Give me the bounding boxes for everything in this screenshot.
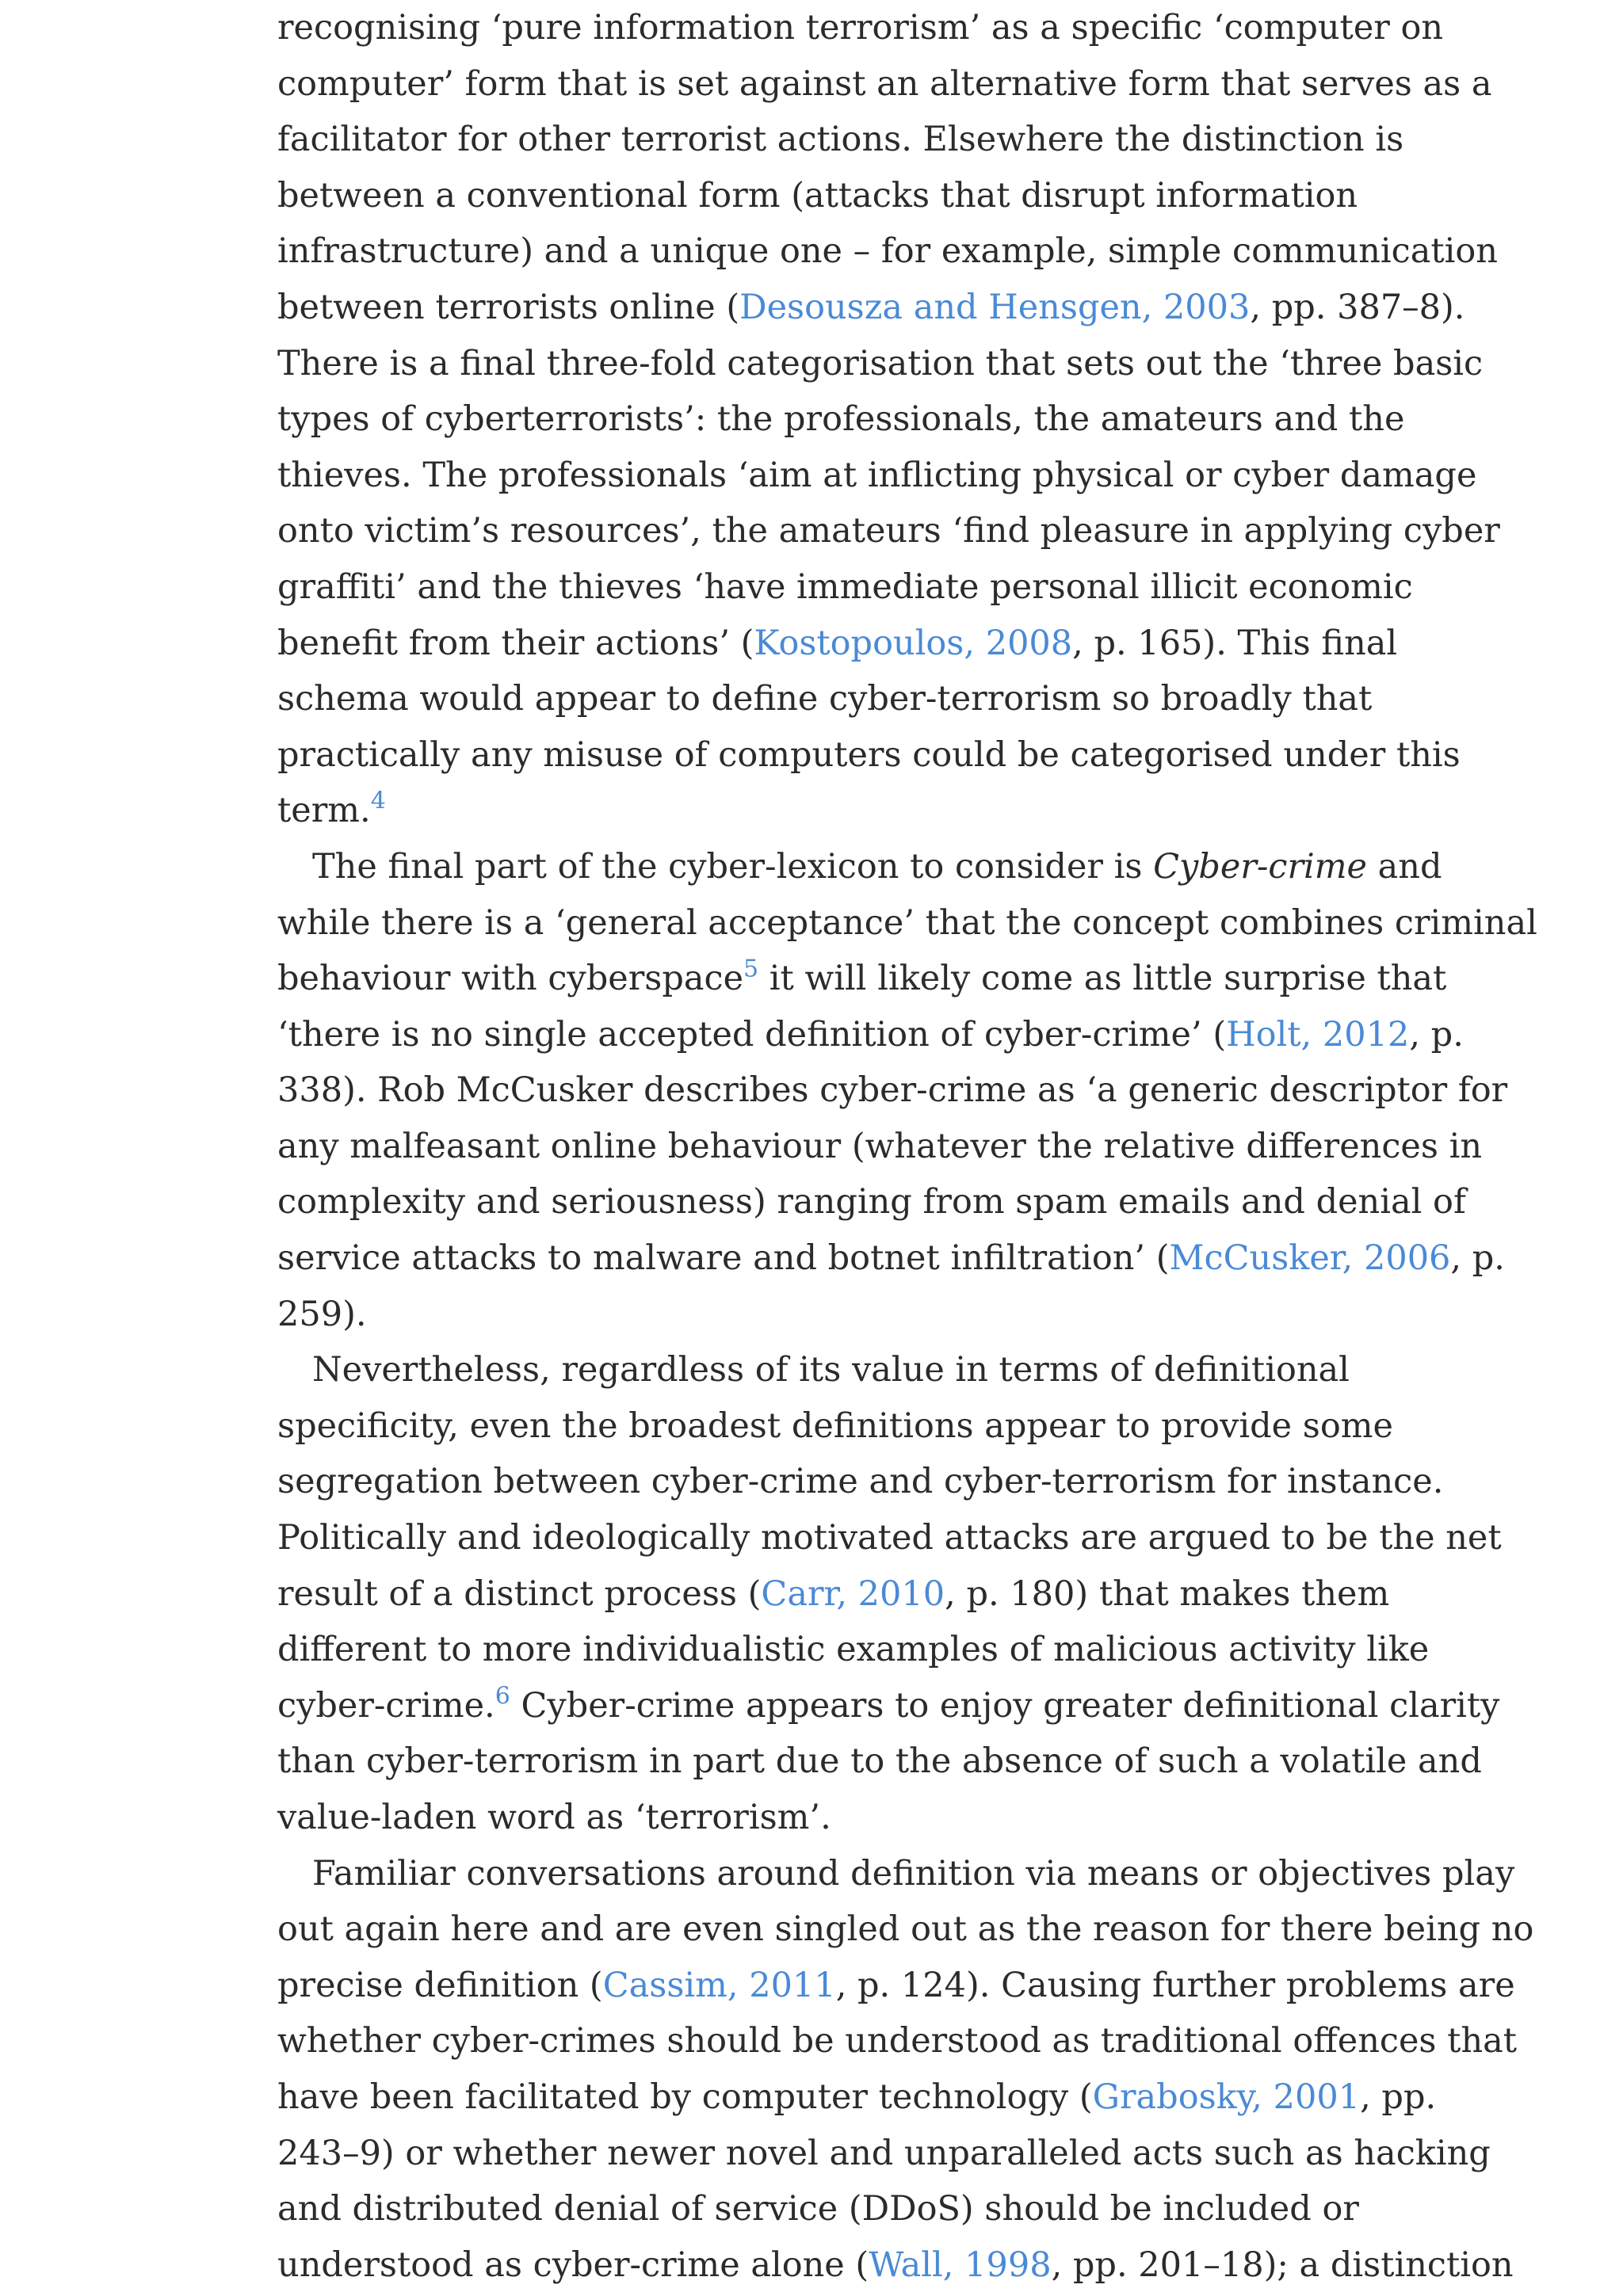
text-line: [277, 1007, 1464, 1063]
text-run: facilitator for other terrorist actions. Elsewhere the distinction is: [277, 120, 1404, 160]
text-run: value-laden word as ‘terrorism’.: [277, 1798, 831, 1837]
text-line: [277, 1733, 1482, 1790]
text-run: term.: [277, 791, 371, 831]
text-line: [277, 0, 1444, 56]
text-run: complexity and seriousness) ranging from spam emails and denial of: [277, 1182, 1466, 1222]
text-run: graffiti’ and the thieves ‘have immediate personal illicit economic: [277, 566, 1413, 607]
text-line: [277, 448, 1477, 504]
text-line: [277, 1510, 1502, 1566]
citation-link[interactable]: Kostopoulos, 2008: [754, 623, 1073, 663]
text-run: specificity, even the broadest definitions appear to provide some: [277, 1405, 1393, 1446]
text-run: understood as cyber-crime alone (: [277, 2245, 869, 2285]
text-line: [277, 727, 1461, 784]
text-run: schema would appear to define cyber-terrorism so broadly that: [277, 679, 1373, 719]
text-line: [277, 503, 1500, 559]
text-run: ‘there is no single accepted definition of cyber-crime’ (: [277, 1014, 1227, 1055]
text-run: and: [1367, 846, 1442, 887]
citation-link[interactable]: Wall, 1998: [869, 2245, 1052, 2285]
text-run: 338). Rob McCusker describes cyber-crime as ‘a generic descriptor for: [277, 1070, 1508, 1111]
text-line: [277, 2126, 1491, 2182]
text-line: [277, 895, 1537, 952]
text-run: whether cyber-crimes should be understood as traditional offences that: [277, 2021, 1518, 2061]
text-run: There is a final three-fold categorisation that sets out the ‘three basic: [277, 343, 1484, 383]
text-run: thieves. The professionals ‘aim at inflicting physical or cyber damage: [277, 455, 1477, 495]
text-run: infrastructure) and a unique one – for example, simple communication: [277, 231, 1499, 272]
text-line: [277, 1174, 1466, 1230]
paragraph-segregation: [277, 1342, 1502, 1845]
text-line: [277, 1622, 1430, 1678]
text-line: [277, 1342, 1403, 1398]
text-run: between a conventional form (attacks that disrupt information: [277, 175, 1358, 215]
text-run: and distributed denial of service (DDoS) should be included or: [277, 2189, 1359, 2229]
text-run: Politically and ideologically motivated attacks are argued to be the net: [277, 1518, 1502, 1558]
text-run: Nevertheless, regardless of its value in terms of definitional: [312, 1350, 1350, 1390]
text-line: [277, 1119, 1483, 1175]
italic-term: Cyber-crime: [1153, 846, 1367, 887]
text-run: any malfeasant online behaviour (whatever the relative differences in: [277, 1126, 1483, 1166]
text-run: , pp. 201–18); a distinction: [1051, 2245, 1514, 2285]
text-run: practically any misuse of computers could be categorised under this: [277, 734, 1461, 775]
text-run: out again here and are even singled out as the reason for there being no: [277, 1909, 1534, 1950]
text-run: precise definition (: [277, 1965, 603, 2005]
text-line: [277, 1398, 1403, 1455]
text-run: The final part of the cyber-lexicon to consider is: [312, 846, 1154, 887]
text-line: [277, 391, 1403, 448]
text-run: , p. 124). Causing further problems are: [835, 1965, 1515, 2005]
text-run: recognising ‘pure information terrorism’ as a specific ‘computer on: [277, 8, 1444, 48]
text-run: different to more individualistic examples of malicious activity like: [277, 1630, 1430, 1670]
text-line: [277, 839, 1442, 895]
citation-link[interactable]: Desousza and Hensgen, 2003: [739, 287, 1251, 327]
paragraph-familiar-conversations: [277, 1846, 1534, 2294]
text-line: [277, 1230, 1505, 1287]
text-line: [277, 1062, 1508, 1119]
text-line: [277, 56, 1492, 113]
paragraph-cyber-crime-definition: [277, 839, 1537, 1342]
text-run: , p.: [1450, 1238, 1505, 1279]
text-line: [277, 112, 1403, 168]
text-run: computer’ form that is set against an alternative form that serves as a: [277, 63, 1492, 104]
citation-link[interactable]: McCusker, 2006: [1169, 1238, 1451, 1279]
text-line: [277, 783, 1403, 839]
text-run: Familiar conversations around definition via means or objectives play: [312, 1853, 1515, 1894]
text-line: [277, 2013, 1518, 2069]
text-line: [277, 280, 1465, 336]
text-line: [277, 168, 1403, 224]
text-line: [277, 951, 1447, 1007]
text-run: behaviour with cyberspace: [277, 959, 744, 999]
text-line: [277, 1678, 1500, 1734]
text-line: [277, 2069, 1437, 2126]
text-line: [277, 336, 1484, 392]
text-line: [277, 1790, 1403, 1846]
text-run: , p. 180) that makes them: [945, 1573, 1390, 1614]
text-line: [277, 671, 1403, 727]
text-run: onto victim’s resources’, the amateurs ‘find pleasure in applying cyber: [277, 511, 1500, 551]
citation-link[interactable]: Holt, 2012: [1226, 1014, 1410, 1055]
text-line: [277, 1846, 1515, 1902]
text-line: [277, 2181, 1403, 2237]
paragraph-cyberterrorism-categories: [277, 0, 1500, 839]
text-line: [277, 1566, 1403, 1623]
text-run: while there is a ‘general acceptance’ that the concept combines criminal: [277, 902, 1537, 943]
text-run: between terrorists online (: [277, 287, 740, 327]
footnote-ref[interactable]: 6: [495, 1682, 510, 1711]
text-line: [277, 1454, 1444, 1510]
text-run: types of cyberterrorists’: the professionals, the amateurs and the: [277, 399, 1405, 440]
text-line: [277, 1901, 1534, 1958]
text-run: , pp.: [1360, 2077, 1437, 2117]
text-line: [277, 1958, 1515, 2014]
text-line: [277, 1287, 1403, 1343]
citation-link[interactable]: Cassim, 2011: [602, 1965, 836, 2005]
text-line: [277, 223, 1499, 280]
text-run: , p.: [1409, 1014, 1464, 1055]
text-run: than cyber-terrorism in part due to the absence of such a volatile and: [277, 1741, 1482, 1782]
text-run: segregation between cyber-crime and cyber-terrorism for instance.: [277, 1462, 1444, 1502]
text-run: it will likely come as little surprise that: [758, 959, 1447, 999]
footnote-ref[interactable]: 5: [743, 955, 759, 983]
text-line: [277, 2237, 1514, 2294]
citation-link[interactable]: Carr, 2010: [761, 1573, 945, 1614]
text-run: 243–9) or whether newer novel and unparalleled acts such as hacking: [277, 2133, 1491, 2173]
text-line: [277, 616, 1403, 672]
text-run: cyber-crime.: [277, 1685, 495, 1726]
text-run: result of a distinct process (: [277, 1573, 762, 1614]
text-run: , pp. 387–8).: [1250, 287, 1465, 327]
text-run: service attacks to malware and botnet infiltration’ (: [277, 1238, 1170, 1279]
citation-link[interactable]: Grabosky, 2001: [1092, 2077, 1361, 2117]
text-run: Cyber-crime appears to enjoy greater definitional clarity: [510, 1685, 1500, 1726]
article-body: [277, 0, 1537, 2293]
footnote-ref[interactable]: 4: [370, 787, 386, 815]
text-line: [277, 559, 1413, 616]
text-run: 259).: [277, 1294, 367, 1334]
text-run: have been facilitated by computer technology (: [277, 2077, 1093, 2117]
text-run: , p. 165). This final: [1072, 623, 1398, 663]
text-run: benefit from their actions’ (: [277, 623, 754, 663]
